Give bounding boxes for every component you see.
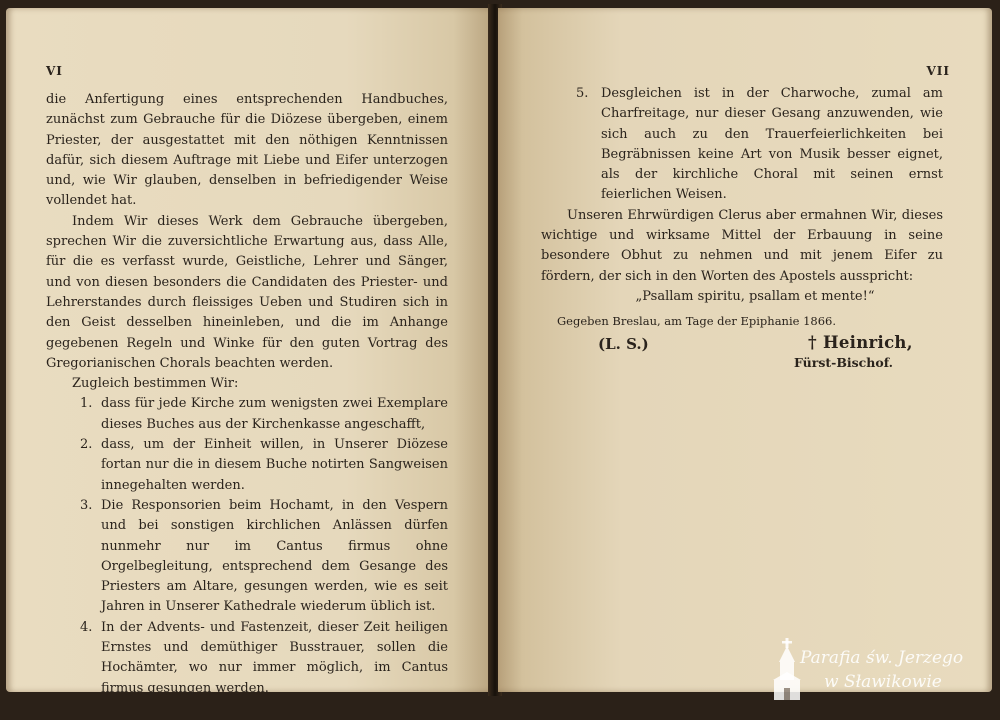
- date-line: Gegeben Breslau, am Tage der Epiphanie 1866.: [557, 314, 837, 329]
- list-item-text: dass für jede Kirche zum wenigsten zwei Exemplare dieses Buches aus der Kirchenkasse angeschafft,: [101, 396, 448, 432]
- decree-list: [46, 394, 448, 698]
- left-page-text: [46, 90, 448, 699]
- list-item: [46, 496, 448, 618]
- list-item: [46, 618, 448, 699]
- signature-title: Fürst-Bischof.: [794, 355, 893, 370]
- latin-motto: „Psallam spiritu, psallam et mente!“: [635, 288, 875, 304]
- watermark: [770, 638, 990, 702]
- list-item: [46, 435, 448, 496]
- page-number-right: VII: [926, 64, 950, 78]
- list-item: [541, 84, 943, 206]
- signature-name: † Heinrich,: [808, 333, 913, 352]
- church-icon: [770, 638, 804, 700]
- left-page: [6, 8, 492, 696]
- list-item-number: 3.: [80, 497, 93, 513]
- paragraph-exhortation: Unseren Ehrwürdigen Clerus aber ermahnen Wir, dieses wichtige und wirksame Mittel der Erbauung in seine besondere Obhut zu nehmen und mit jenem Eifer zu fördern, der sich in den Worten des Apostels ausspricht:: [541, 207, 943, 284]
- page-number-left: VI: [46, 64, 63, 78]
- right-page: [498, 8, 992, 692]
- list-item: [46, 394, 448, 435]
- list-item-text: Desgleichen ist in der Charwoche, zumal am Charfreitage, nur dieser Gesang anzuwenden, wie sich auch zu den Trauerfeierlichkeiten bei Begräbnissen keine Art von Musik besser eignet, als der kirchliche Choral mit seinen ernst feierlichen Weisen.: [601, 86, 943, 203]
- list-item-text: dass, um der Einheit willen, in Unserer Diözese fortan nur die in diesem Buche notirten Sangweisen innegehalten werden.: [101, 437, 448, 493]
- paragraph-decree-intro: Zugleich bestimmen Wir:: [72, 376, 239, 392]
- watermark-line-2: w Sławikowie: [824, 672, 942, 692]
- list-item-number: 2.: [80, 437, 93, 453]
- list-item-text: In der Advents- und Fastenzeit, dieser Zeit heiligen Ernstes und demüthiger Busstrauer, sollen die Hochämter, wo nur immer möglich, im Cantus firmus gesungen werden.: [101, 619, 448, 696]
- list-item-number: 5.: [576, 86, 589, 101]
- list-item-text: Die Responsorien beim Hochamt, in den Vespern und bei sonstigen kirchlichen Anlässen dürfen nunmehr nur im Cantus firmus ohne Orgelbegleitung, entsprechend dem Gesange des Priesters am Altare, gesungen werden, wie es seit Jahren in Unserer Kathedrale wiederum üblich ist.: [101, 497, 448, 615]
- right-page-text: [541, 84, 943, 332]
- list-item-number: 4.: [80, 619, 93, 635]
- watermark-line-1: Parafia św. Jerzego: [800, 648, 964, 668]
- list-item-number: 1.: [80, 396, 93, 412]
- paragraph-expectation: Indem Wir dieses Werk dem Gebrauche übergeben, sprechen Wir die zuversichtliche Erwartung aus, dass Alle, für die es verfasst wurde, Geistliche, Lehrer und Sänger, und von diesen besonders die Candidaten des Priester- und Lehrerstandes durch fleissiges Ueben und Studiren sich in den Geist desselben hineinleben, und die im Anhange gegebenen Regeln und Winke für den guten Vortrag des Gregorianischen Chorals beachten werden.: [46, 213, 448, 371]
- paragraph-continuation: die Anfertigung eines entsprechenden Handbuches, zunächst zum Gebrauche für die Diözese übergeben, einem Priester, der ausgestattet mit den nöthigen Kenntnissen dafür, sich diesem Auftrage mit Liebe und Eifer unterzogen und, wie Wir glauben, denselben in befriedigender Weise vollendet hat.: [46, 92, 448, 209]
- seal-mark: (L. S.): [598, 335, 649, 353]
